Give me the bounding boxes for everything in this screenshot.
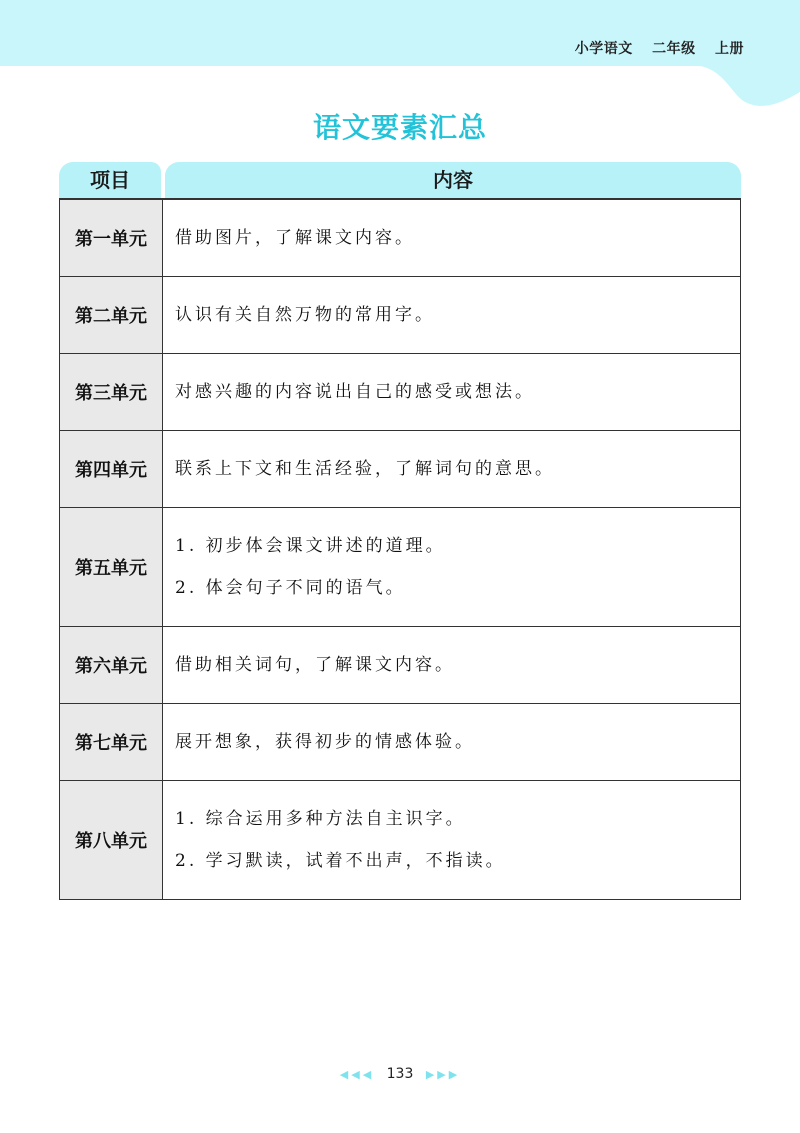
content-line: 展开想象，获得初步的情感体验。: [175, 732, 475, 752]
content-line: 借助图片，了解课文内容。: [175, 228, 415, 248]
page-number: 133: [386, 1066, 414, 1082]
subject-label: 小学语文: [574, 41, 633, 57]
table-row: [60, 431, 740, 508]
unit-label: 第五单元: [60, 508, 163, 626]
unit-content: [163, 431, 740, 507]
content-line: 1. 综合运用多种方法自主识字。: [175, 809, 466, 829]
content-line: 借助相关词句，了解课文内容。: [175, 655, 455, 675]
table-header: [59, 162, 741, 198]
content-line: 联系上下文和生活经验，了解词句的意思。: [175, 459, 555, 479]
content-line: 2. 体会句子不同的语气。: [175, 578, 406, 598]
content-line: 2. 学习默读，试着不出声，不指读。: [175, 851, 506, 871]
table-row: [60, 508, 740, 627]
unit-label: 第八单元: [60, 781, 163, 899]
table-row: [60, 627, 740, 704]
content-line: 对感兴趣的内容说出自己的感受或想法。: [175, 382, 535, 402]
table-row: [60, 200, 740, 277]
book-info: [561, 38, 744, 58]
grade-label: 二年级: [652, 41, 696, 57]
header-band: [0, 0, 800, 120]
unit-content: [163, 781, 740, 899]
page-title: 语文要素汇总: [312, 111, 487, 144]
unit-label: 第四单元: [60, 431, 163, 507]
volume-label: 上册: [715, 41, 744, 57]
left-arrows-icon: ◀◀◀: [339, 1068, 375, 1081]
table-row: [60, 354, 740, 431]
content-line: 1. 初步体会课文讲述的道理。: [175, 536, 446, 556]
unit-label: 第二单元: [60, 277, 163, 353]
unit-content: [163, 277, 740, 353]
table-row: [60, 781, 740, 899]
unit-content: [163, 627, 740, 703]
unit-label: 第七单元: [60, 704, 163, 780]
unit-content: [163, 200, 740, 276]
content-line: 认识有关自然万物的常用字。: [175, 305, 435, 325]
header-item: 项目: [59, 162, 161, 198]
unit-content: [163, 354, 740, 430]
unit-content: [163, 704, 740, 780]
header-content: 内容: [165, 162, 741, 198]
table-row: [60, 704, 740, 781]
page-footer: [0, 1066, 800, 1082]
unit-content: [163, 508, 740, 626]
table-row: [60, 277, 740, 354]
right-arrows-icon: ▶▶▶: [425, 1068, 461, 1081]
unit-label: 第一单元: [60, 200, 163, 276]
summary-table: [59, 162, 741, 900]
table-body: [59, 198, 741, 900]
unit-label: 第六单元: [60, 627, 163, 703]
unit-label: 第三单元: [60, 354, 163, 430]
